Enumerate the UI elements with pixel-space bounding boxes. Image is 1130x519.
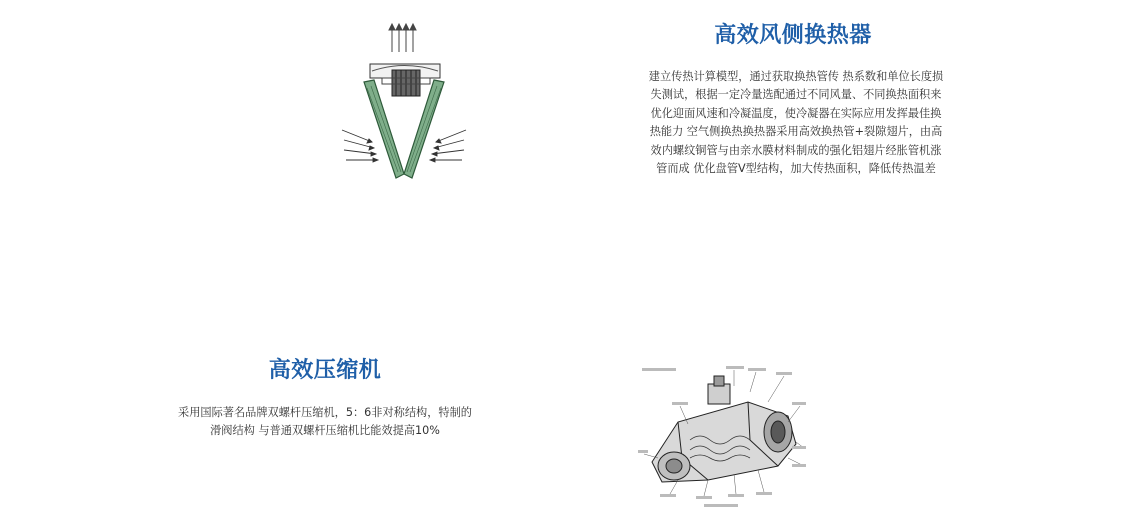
- heat-exchanger-description: 建立传热计算模型，通过获取换热管传 热系数和单位长度损失测试，根据一定冷量选配通过不同风量、不同换热面积来优化迎面风速和冷凝温度，使冷凝器在实际应用发挥最佳换热能力 空气侧换热换热器采用高效换热管+裂隙翅片，由高效内螺纹铜管与由亲水膜材料制成的强化铝翅片经胀管机涨管而成 优化盘管V型结构，加大传热面积，降低传热温差: [648, 70, 944, 176]
- compressor-title: 高效压缩机: [268, 358, 382, 383]
- screw-compressor-cutaway-diagram-icon: [638, 362, 808, 512]
- v-coil-condenser-diagram-icon: [338, 22, 470, 184]
- compressor-description-block: [178, 404, 472, 441]
- heat-exchanger-title: 高效风侧换热器: [714, 23, 872, 48]
- compressor-description: 采用国际著名品牌双螺杆压缩机，5：6非对称结构，特制的滑阀结构 与普通双螺杆压缩机比能效提高10%: [178, 406, 472, 438]
- heat-exchanger-description-block: [648, 68, 944, 178]
- compressor-section: [180, 353, 470, 384]
- heat-exchanger-section: [648, 18, 938, 49]
